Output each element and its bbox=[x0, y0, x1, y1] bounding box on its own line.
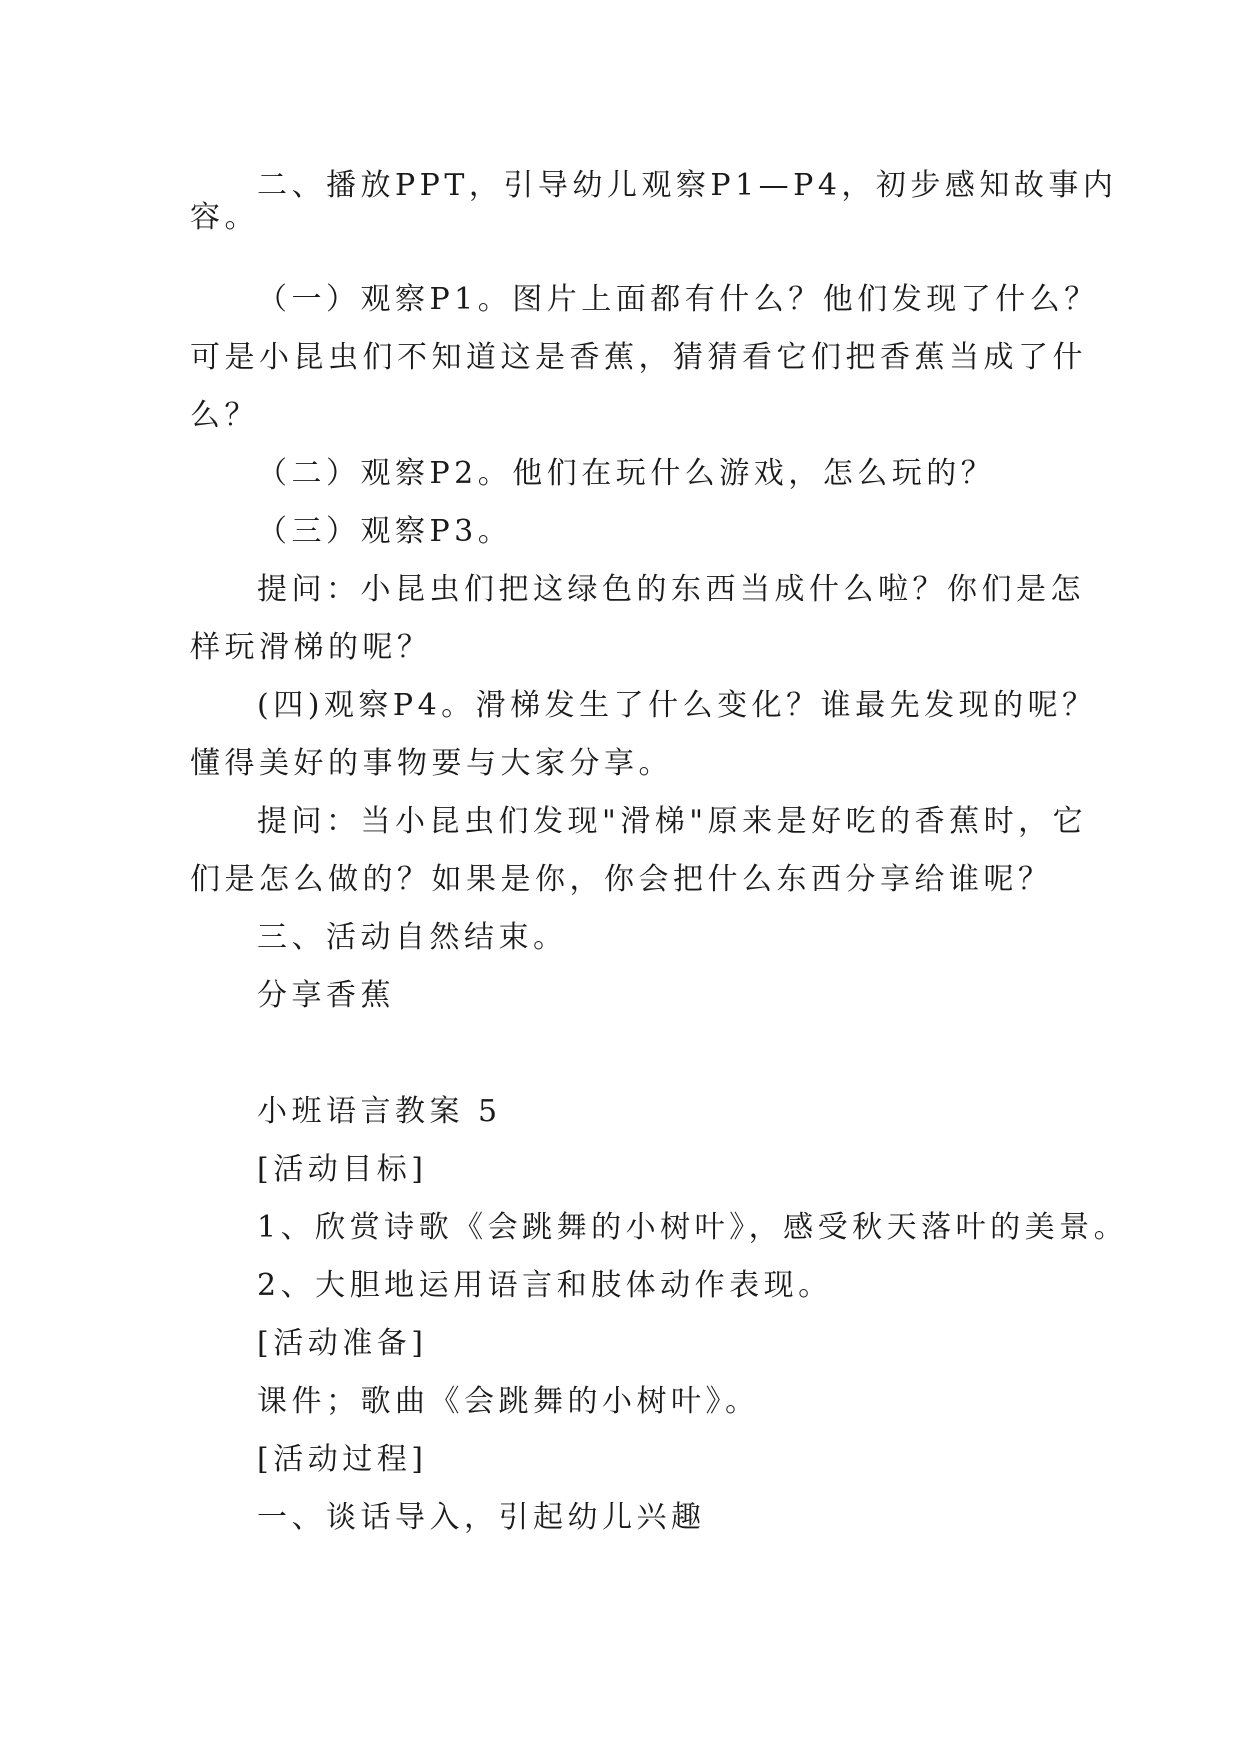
paragraph-line: 2、大胆地运用语言和肢体动作表现。 bbox=[257, 1268, 833, 1303]
paragraph-line: （三）观察P3。 bbox=[257, 514, 513, 549]
paragraph-line: 分享香蕉 bbox=[257, 978, 395, 1013]
paragraph-line: 二、播放PPT，引导幼儿观察P1—P4，初步感知故事内 bbox=[257, 168, 1118, 203]
paragraph-line: 提问：小昆虫们把这绿色的东西当成什么啦？你们是怎 bbox=[257, 572, 1085, 607]
paragraph-line: [活动过程] bbox=[257, 1442, 428, 1477]
paragraph-line: [活动准备] bbox=[257, 1326, 428, 1361]
paragraph-line: 容。 bbox=[190, 200, 259, 235]
paragraph-line: (四)观察P4。滑梯发生了什么变化？谁最先发现的呢？ bbox=[257, 688, 1097, 723]
paragraph-line: 一、谈话导入，引起幼儿兴趣 bbox=[257, 1500, 706, 1535]
paragraph-line: 1、欣赏诗歌《会跳舞的小树叶》，感受秋天落叶的美景。 bbox=[257, 1210, 1129, 1245]
paragraph-line: 么？ bbox=[190, 398, 259, 433]
paragraph-line: （一）观察P1。图片上面都有什么？他们发现了什么？ bbox=[257, 282, 1099, 317]
paragraph-line: 懂得美好的事物要与大家分享。 bbox=[190, 746, 673, 781]
paragraph-line: 课件；歌曲《会跳舞的小树叶》。 bbox=[257, 1384, 760, 1419]
paragraph-line: （二）观察P2。他们在玩什么游戏，怎么玩的？ bbox=[257, 456, 996, 491]
section-heading: 小班语言教案 5 bbox=[257, 1094, 502, 1129]
paragraph-line: [活动目标] bbox=[257, 1152, 428, 1187]
paragraph-line: 提问：当小昆虫们发现"滑梯"原来是好吃的香蕉时，它 bbox=[257, 804, 1088, 839]
paragraph-line: 样玩滑梯的呢？ bbox=[190, 630, 432, 665]
paragraph-line: 可是小昆虫们不知道这是香蕉，猜猜看它们把香蕉当成了什 bbox=[190, 340, 1087, 375]
paragraph-line: 三、活动自然结束。 bbox=[257, 920, 568, 955]
paragraph-line: 们是怎么做的？如果是你，你会把什么东西分享给谁呢？ bbox=[190, 862, 1053, 897]
